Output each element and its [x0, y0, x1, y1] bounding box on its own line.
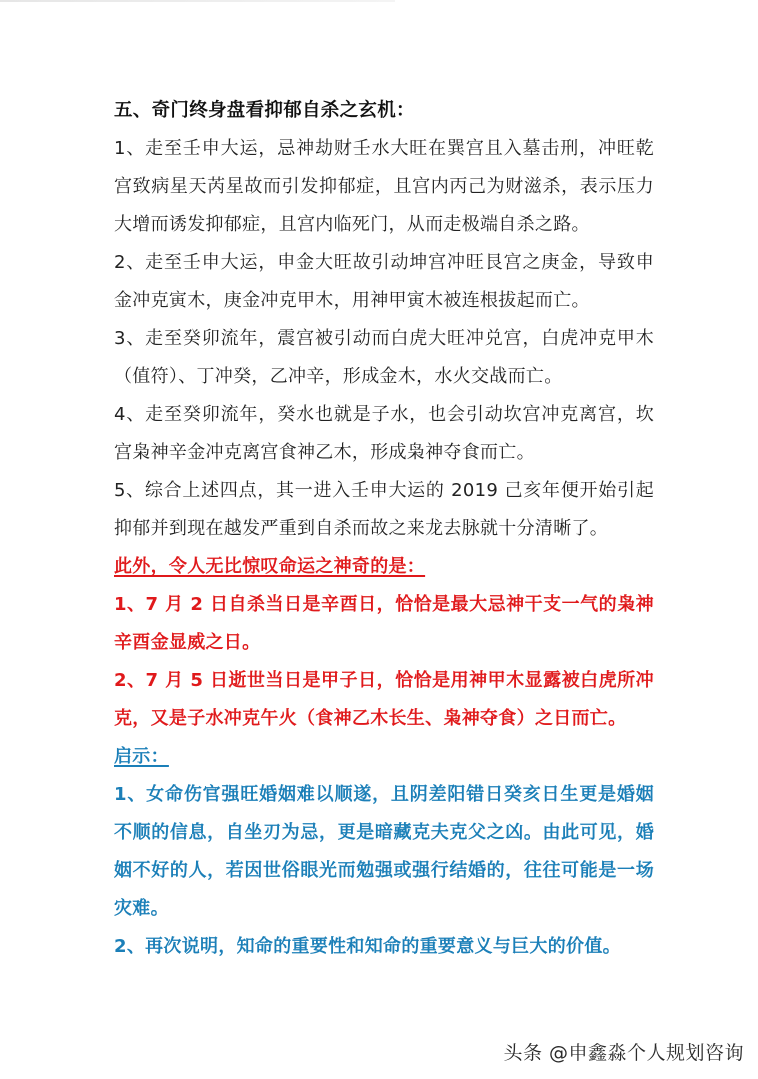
paragraph-item-4: 4、走至癸卯流年，癸水也就是子水，也会引动坎宫冲克离宫，坎宫枭神辛金冲克离宫食神乙木，形成枭神夺食而亡。: [114, 404, 654, 463]
red-item-2: 2、7 月 5 日逝世当日是甲子日，恰恰是用神甲木显露被白虎所冲克，又是子水冲克午火（食神乙木长生、枭神夺食）之日而亡。: [114, 670, 654, 729]
insight-heading: 启示：: [114, 746, 169, 767]
red-item-1: 1、7 月 2 日自杀当日是辛酉日，恰恰是最大忌神干支一气的枭神辛酉金显威之日。: [114, 594, 654, 653]
insight-item-2: 2、再次说明，知命的重要性和知命的重要意义与巨大的价值。: [114, 936, 621, 957]
document-body: [114, 92, 654, 966]
paragraph-item-3: 3、走至癸卯流年，震宫被引动而白虎大旺冲兑宫，白虎冲克甲木（值符）、丁冲癸，乙冲辛，形成金木，水火交战而亡。: [114, 328, 654, 387]
top-divider: [0, 0, 395, 2]
red-heading: 此外，令人无比惊叹命运之神奇的是：: [114, 556, 426, 577]
source-watermark: 头条 @申鑫淼个人规划咨询: [503, 1042, 744, 1064]
insight-item-1: 1、女命伤官强旺婚姻难以顺遂，且阴差阳错日癸亥日生更是婚姻不顺的信息，自坐刃为忌，更是暗藏克夫克父之凶。由此可见，婚姻不好的人，若因世俗眼光而勉强或强行结婚的，往往可能是一场灾难。: [114, 784, 654, 919]
paragraph-item-5: 5、综合上述四点，其一进入壬申大运的 2019 己亥年便开始引起抑郁并到现在越发严重到自杀而故之来龙去脉就十分清晰了。: [114, 480, 654, 539]
section-heading: 五、奇门终身盘看抑郁自杀之玄机：: [114, 100, 415, 121]
paragraph-item-2: 2、走至壬申大运，申金大旺故引动坤宫冲旺艮宫之庚金，导致申金冲克寅木，庚金冲克甲木，用神甲寅木被连根拔起而亡。: [114, 252, 654, 311]
paragraph-item-1: 1、走至壬申大运，忌神劫财壬水大旺在巽宫且入墓击刑，冲旺乾宫致病星天芮星故而引发抑郁症，且宫内丙己为财滋杀，表示压力大增而诱发抑郁症，且宫内临死门，从而走极端自杀之路。: [114, 138, 654, 235]
